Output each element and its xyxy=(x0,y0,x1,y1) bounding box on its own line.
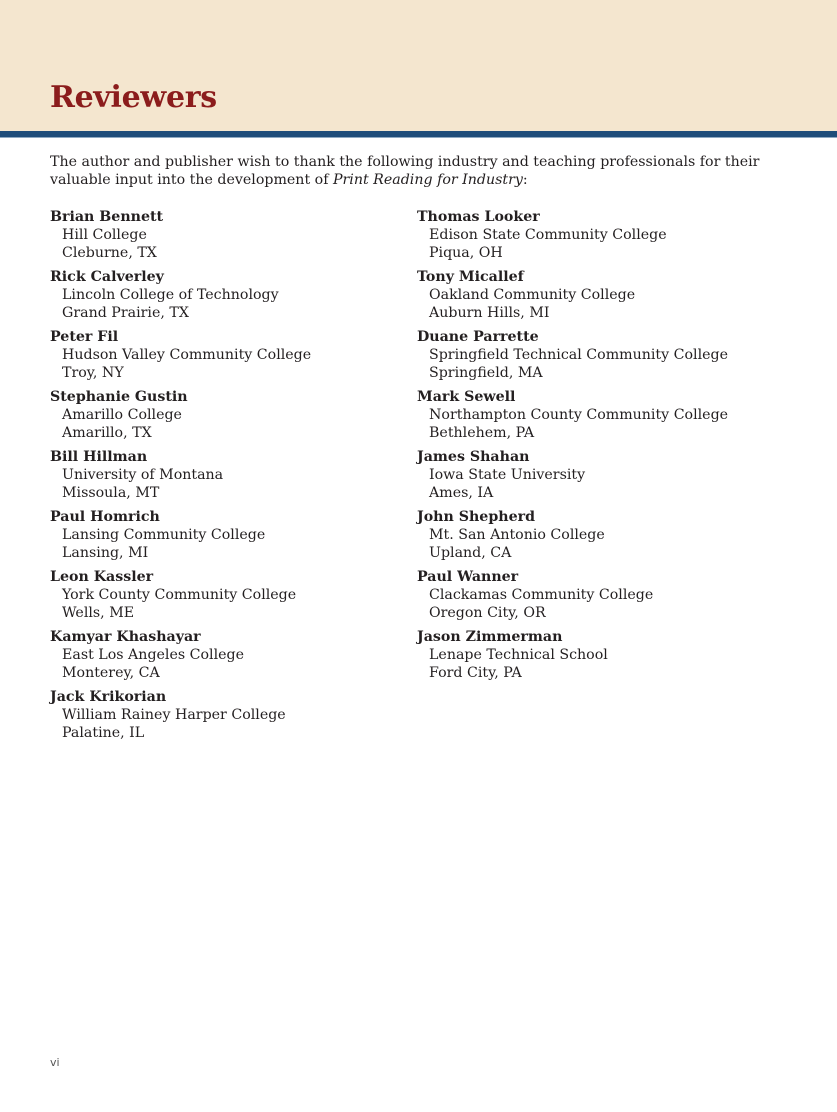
reviewer-location: Springfield, MA xyxy=(429,365,543,381)
header-rule-thin xyxy=(0,137,837,138)
reviewer-institution: Iowa State University xyxy=(429,467,586,483)
reviewer-entry xyxy=(417,268,817,322)
reviewer-institution: Hudson Valley Community College xyxy=(62,347,312,363)
reviewer-location: Monterey, CA xyxy=(62,665,160,681)
reviewer-institution: Mt. San Antonio College xyxy=(429,527,605,543)
reviewer-location: Cleburne, TX xyxy=(62,245,157,261)
reviewer-institution: Northampton County Community College xyxy=(429,407,729,423)
reviewer-location: Bethlehem, PA xyxy=(429,425,535,441)
reviewer-location: Palatine, IL xyxy=(62,725,145,741)
reviewer-name: Paul Wanner xyxy=(417,569,519,585)
reviewer-name: Brian Bennett xyxy=(50,209,164,225)
reviewer-location: Ford City, PA xyxy=(429,665,522,681)
reviewer-entry xyxy=(50,448,390,502)
reviewers-column-right xyxy=(417,208,817,688)
reviewer-institution: Edison State Community College xyxy=(429,227,667,243)
reviewer-location: Troy, NY xyxy=(62,365,124,381)
reviewer-location: Wells, ME xyxy=(62,605,135,621)
reviewer-institution: Lansing Community College xyxy=(62,527,266,543)
reviewer-entry xyxy=(50,688,390,742)
reviewer-entry xyxy=(50,208,390,262)
reviewer-location: Amarillo, TX xyxy=(62,425,152,441)
reviewer-name: Bill Hillman xyxy=(50,449,148,465)
reviewer-entry xyxy=(50,508,390,562)
reviewer-institution: York County Community College xyxy=(62,587,297,603)
reviewer-entry xyxy=(50,328,390,382)
reviewer-entry xyxy=(50,568,390,622)
reviewer-location: Piqua, OH xyxy=(429,245,503,261)
reviewer-location: Oregon City, OR xyxy=(429,605,546,621)
book-title: Print Reading for Industry xyxy=(332,172,523,188)
reviewer-name: Thomas Looker xyxy=(417,209,540,225)
reviewer-entry xyxy=(417,508,817,562)
reviewer-location: Missoula, MT xyxy=(62,485,160,501)
reviewer-location: Ames, IA xyxy=(429,485,494,501)
reviewer-entry xyxy=(50,268,390,322)
reviewer-name: James Shahan xyxy=(417,449,530,465)
reviewer-name: Peter Fil xyxy=(50,329,119,345)
reviewer-entry xyxy=(417,328,817,382)
reviewer-name: Leon Kassler xyxy=(50,569,154,585)
reviewer-institution: Springfield Technical Community College xyxy=(429,347,728,363)
reviewer-location: Upland, CA xyxy=(429,545,512,561)
reviewer-location: Lansing, MI xyxy=(62,545,149,561)
reviewer-institution: William Rainey Harper College xyxy=(62,707,286,723)
reviewer-name: Kamyar Khashayar xyxy=(50,629,201,645)
reviewer-institution: Lincoln College of Technology xyxy=(62,287,279,303)
reviewer-entry xyxy=(417,388,817,442)
reviewer-name: Tony Micallef xyxy=(417,269,524,285)
reviewer-name: John Shepherd xyxy=(417,509,535,525)
intro-text-end: : xyxy=(522,172,528,188)
reviewer-name: Duane Parrette xyxy=(417,329,539,345)
reviewer-entry xyxy=(417,448,817,502)
page-number: vi xyxy=(50,1056,60,1069)
intro-text: The author and publisher wish to thank the following industry and teaching professionals for their valuable input into the development of xyxy=(50,154,760,188)
reviewer-entry xyxy=(50,388,390,442)
reviewer-name: Paul Homrich xyxy=(50,509,160,525)
reviewer-location: Auburn Hills, MI xyxy=(429,305,550,321)
reviewer-name: Jack Krikorian xyxy=(50,689,167,705)
reviewer-institution: University of Montana xyxy=(62,467,224,483)
intro-paragraph xyxy=(50,153,795,189)
reviewer-entry xyxy=(417,568,817,622)
reviewer-institution: Oakland Community College xyxy=(429,287,636,303)
reviewer-institution: Hill College xyxy=(62,227,147,243)
reviewer-entry xyxy=(50,628,390,682)
reviewer-institution: Clackamas Community College xyxy=(429,587,654,603)
page-title: Reviewers xyxy=(50,80,217,115)
reviewer-name: Jason Zimmerman xyxy=(417,629,563,645)
reviewer-institution: Lenape Technical School xyxy=(429,647,608,663)
reviewer-name: Mark Sewell xyxy=(417,389,516,405)
reviewer-entry xyxy=(417,628,817,682)
reviewer-entry xyxy=(417,208,817,262)
reviewer-institution: East Los Angeles College xyxy=(62,647,244,663)
reviewer-name: Rick Calverley xyxy=(50,269,164,285)
reviewer-location: Grand Prairie, TX xyxy=(62,305,189,321)
reviewers-column-left xyxy=(50,208,390,748)
reviewer-name: Stephanie Gustin xyxy=(50,389,188,405)
reviewer-institution: Amarillo College xyxy=(62,407,182,423)
